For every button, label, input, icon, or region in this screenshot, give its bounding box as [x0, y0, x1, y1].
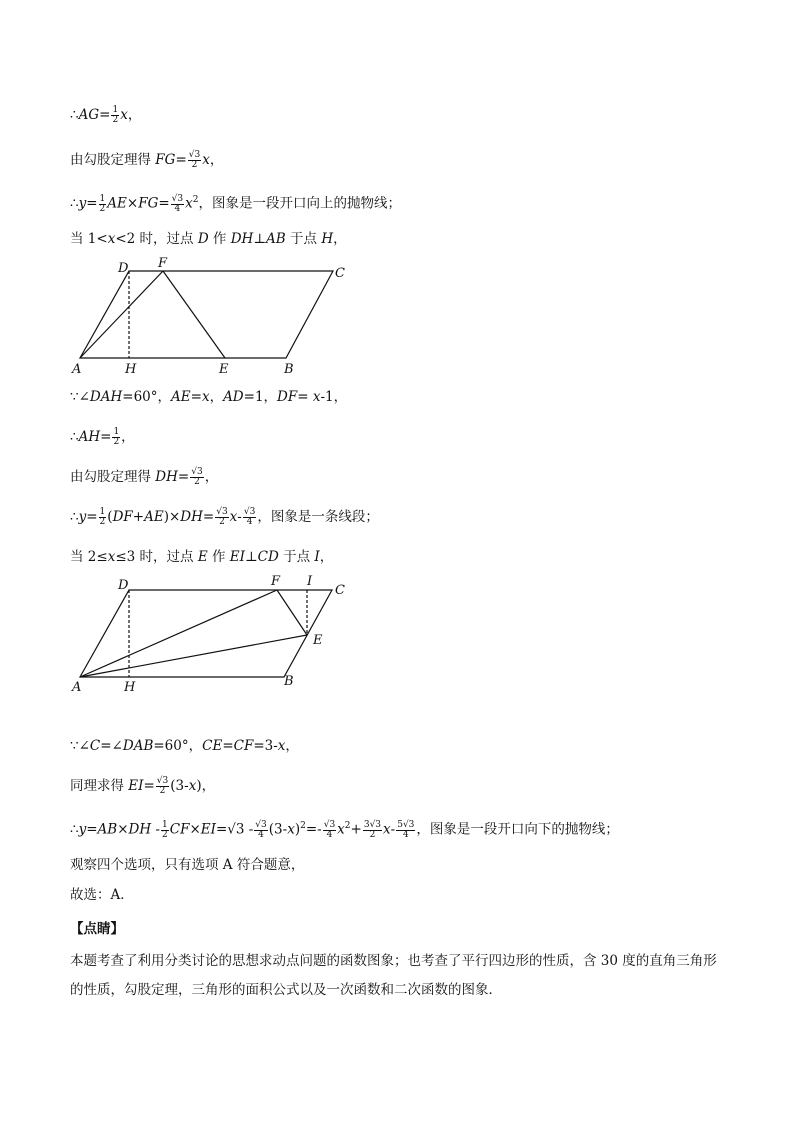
t: =1，: [243, 389, 278, 405]
superscript: 2: [192, 195, 199, 205]
t: 于点: [285, 231, 322, 247]
numerator: 1: [113, 427, 120, 437]
text-line-answer: 故选：A．: [70, 887, 134, 903]
t: <2 时，过点: [115, 231, 198, 247]
t: =: [99, 107, 111, 123]
t: x: [120, 107, 128, 123]
t: =: [100, 429, 112, 445]
t: =: [177, 469, 190, 485]
t: ，图象是一段开口向上的抛物线；: [198, 195, 401, 212]
t: 作: [208, 231, 231, 247]
t: ，: [209, 152, 224, 168]
t: DAB: [122, 738, 154, 754]
t: ∴: [70, 429, 79, 445]
t: DH: [230, 231, 254, 247]
t: EI: [128, 778, 144, 794]
numerator: √3: [191, 467, 203, 477]
t: (3-: [170, 778, 189, 794]
label-a: A: [72, 362, 82, 377]
label-d: D: [118, 261, 129, 276]
label-d: D: [118, 578, 129, 593]
t: ): [294, 821, 301, 838]
numerator: √3: [323, 819, 336, 830]
t: CF: [169, 821, 190, 838]
label-b: B: [284, 362, 294, 377]
numerator: √3: [255, 819, 267, 830]
t: I: [314, 549, 320, 565]
t: C: [89, 738, 101, 754]
t: =: [86, 821, 98, 838]
t: ∴: [70, 509, 79, 525]
label-a: A: [72, 680, 82, 695]
t: x: [202, 152, 210, 168]
t: 作: [207, 549, 230, 565]
t: x: [201, 389, 210, 405]
label-b: B: [284, 674, 294, 689]
t: CD: [257, 549, 279, 565]
t: ×: [189, 821, 201, 838]
t: ∵∠: [70, 389, 90, 405]
t: DH: [155, 469, 178, 485]
t: 当 2≤: [70, 549, 108, 565]
t: 由勾股定理得: [70, 469, 156, 485]
t: x: [107, 549, 116, 565]
t: ∴: [70, 195, 79, 212]
label-c: C: [335, 583, 345, 598]
denominator: 2: [194, 477, 200, 487]
t: =: [297, 389, 313, 405]
t: =: [143, 778, 155, 794]
t: -: [151, 821, 160, 838]
t: ，: [204, 469, 219, 485]
t: DF: [277, 389, 298, 405]
t: ⊥: [253, 231, 267, 247]
t: -: [390, 821, 396, 838]
t: ，: [209, 389, 224, 405]
denominator: 2: [162, 829, 168, 840]
label-c: C: [335, 266, 345, 281]
superscript: 2: [344, 821, 351, 831]
t: FG: [138, 195, 159, 212]
t: AG: [78, 107, 100, 123]
t: ，图象是一条线段；: [257, 509, 379, 525]
numerator: 1: [99, 507, 106, 517]
label-e: E: [219, 362, 229, 377]
t: ×: [117, 821, 129, 838]
t: y: [78, 195, 87, 212]
denominator: 4: [402, 829, 409, 840]
t: -: [237, 509, 242, 525]
denominator: 2: [99, 203, 106, 214]
t: =: [86, 195, 98, 212]
t: +: [132, 509, 145, 525]
label-f: F: [271, 574, 281, 589]
denominator: 2: [191, 160, 198, 170]
t: x: [312, 389, 321, 405]
t: DH: [128, 821, 152, 838]
t: ，: [121, 429, 135, 445]
label-h: H: [125, 362, 137, 377]
t: FG: [155, 152, 176, 168]
t: =-: [305, 821, 322, 838]
t: D: [197, 231, 209, 247]
numerator: 1: [162, 819, 168, 830]
t: AE: [171, 389, 191, 405]
numerator: 5√3: [397, 819, 415, 830]
t: =3-: [253, 738, 278, 754]
t: x: [229, 509, 238, 525]
denominator: 4: [174, 203, 181, 214]
denominator: 2: [219, 517, 225, 527]
t: =: [222, 738, 234, 754]
numerator: √3: [171, 193, 184, 204]
t: ，: [319, 549, 334, 565]
t: )×: [163, 509, 181, 525]
t: x: [287, 821, 295, 838]
t: =: [175, 152, 187, 168]
t: -1，: [320, 389, 348, 405]
numerator: √3: [156, 776, 169, 786]
t: =: [86, 509, 98, 525]
label-h: H: [124, 680, 136, 695]
fraction: [396, 821, 415, 840]
t: =√3 -: [215, 821, 254, 838]
segment-af: [80, 590, 277, 677]
fraction: [156, 777, 169, 796]
t: x: [383, 821, 391, 838]
t: y: [78, 509, 87, 525]
text-line-observe: 观察四个选项，只有选项 A 符合题意，: [70, 857, 305, 873]
t: ，: [333, 231, 347, 247]
t: 当 1<: [70, 231, 108, 247]
t: 同理求得: [70, 778, 129, 794]
section-heading: 【点睛】: [70, 921, 124, 937]
numerator: 3√3: [363, 819, 382, 830]
t: =: [190, 389, 202, 405]
parallelogram-abcd: [80, 590, 332, 677]
numerator: √3: [243, 507, 256, 517]
t: +: [350, 821, 362, 838]
t: DF: [112, 509, 133, 525]
denominator: 2: [113, 437, 120, 447]
denominator: 2: [112, 115, 119, 125]
superscript: 2: [300, 821, 306, 831]
t: H: [321, 231, 334, 247]
t: ≤3 时，过点: [115, 549, 198, 565]
denominator: 2: [369, 829, 376, 840]
denominator: 4: [326, 829, 333, 840]
denominator: 2: [159, 786, 166, 796]
text-line-ei: [70, 777, 215, 796]
t: E: [197, 549, 208, 565]
numerator: 1: [112, 105, 119, 115]
t: ，: [285, 738, 299, 754]
t: y: [78, 821, 87, 838]
t: 由勾股定理得: [70, 152, 156, 168]
t: 于点: [278, 549, 315, 565]
text-line-y3: [70, 817, 619, 840]
numerator: √3: [216, 507, 228, 517]
t: =: [202, 509, 215, 525]
label-f: F: [158, 256, 168, 271]
t: x: [337, 821, 345, 838]
label-i: I: [307, 574, 313, 589]
t: CE: [202, 738, 223, 754]
segment-fe: [277, 590, 307, 635]
denominator: 2: [99, 517, 106, 527]
t: ⊥: [244, 549, 258, 565]
t: CF: [233, 738, 254, 754]
t: ∵∠: [70, 738, 90, 754]
label-e: E: [313, 633, 323, 648]
text-line-given2: [70, 737, 299, 755]
fraction: [161, 821, 169, 840]
t: =60°，: [153, 738, 203, 754]
t: x: [107, 231, 116, 247]
t: )，: [196, 778, 216, 794]
t: x: [188, 778, 197, 794]
t: =∠: [100, 738, 123, 754]
t: AD: [223, 389, 244, 405]
t: ×: [126, 195, 139, 212]
t: AB: [97, 821, 118, 838]
t: =60°，: [122, 389, 172, 405]
fraction: [254, 821, 267, 840]
t: ，: [127, 107, 142, 123]
t: ，图象是一段开口向下的抛物线；: [416, 821, 619, 838]
t: ∴: [70, 107, 79, 123]
t: x: [277, 738, 286, 754]
fraction: [363, 821, 382, 840]
t: DH: [180, 509, 203, 525]
t: (: [107, 509, 113, 525]
t: =: [158, 195, 170, 212]
t: AH: [78, 429, 101, 445]
t: EI: [200, 821, 216, 838]
numerator: √3: [188, 150, 201, 160]
fraction: [323, 821, 336, 840]
t: AB: [266, 231, 286, 247]
t: EI: [229, 549, 245, 565]
comment-paragraph: 本题考查了利用分类讨论的思想求动点问题的函数图象；也考查了平行四边形的性质，含 30 度的直角三角形的性质，勾股定理，三角形的面积公式以及一次函数和二次函数的图象．: [70, 953, 717, 998]
t: x: [185, 195, 193, 212]
t: (3-: [268, 821, 288, 838]
t: ∴: [70, 821, 79, 838]
segment-ae: [80, 635, 307, 677]
t: DAH: [89, 389, 123, 405]
t: AE: [144, 509, 164, 525]
denominator: 4: [246, 517, 253, 527]
denominator: 4: [258, 829, 264, 840]
numerator: 1: [99, 193, 106, 204]
t: AE: [107, 195, 127, 212]
